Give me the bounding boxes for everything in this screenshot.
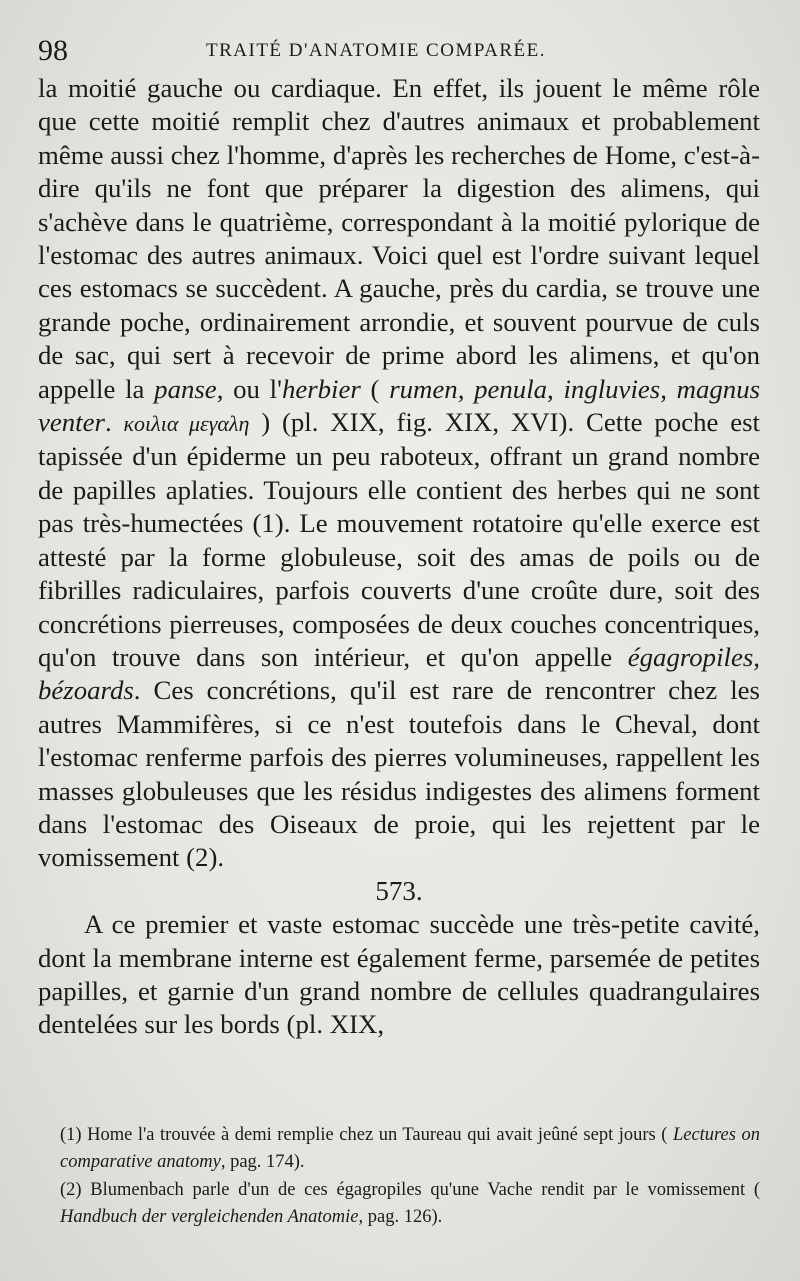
latin-terms: rumen, penula, ingluvies, magnus venter (38, 373, 761, 438)
paragraph-573: A ce premier et vaste estomac succède une très-petite cavité, dont la membrane interne est également ferme, parsemée de petites papilles, et garnie d'un grand nombre de cellules quadrangulaires dentelées sur les bords (pl. XIX, (38, 909, 760, 1040)
page-header (38, 28, 758, 68)
footnote-1 (60, 1122, 760, 1176)
text-run: ) (pl. XIX, fig. XIX, XVI). Cette poche est tapissée d'un épiderme un peu raboteux, offrant un grand nombre de papilles aplaties. Toujours elle contient des herbes qui ne sont pas très-humectées (1). Le mouvement rotatoire qu'elle exerce est attesté par la forme globuleuse, soit des amas de poils ou de fibrilles radiculaires, parfois couverts d'une croûte dure, soit des concrétions pierreuses, composées de deux couches concentriques, qu'on trouve dans son intérieur, et qu'on appelle (38, 407, 760, 672)
section-number: 573. (375, 875, 423, 906)
footnote-text: (1) Home l'a trouvée à demi remplie chez un Taureau qui avait jeûné sept jours ( (60, 1125, 673, 1145)
footnote-title: Handbuch der vergleichenden Anatomie (60, 1207, 359, 1227)
term-concretions: égagropiles, bézoards (38, 641, 760, 706)
page-number: 98 (38, 34, 68, 67)
footnote-end: , pag. 126). (358, 1207, 443, 1227)
footnotes (60, 1122, 760, 1232)
term-herbier: herbier (281, 373, 361, 404)
main-text (38, 72, 760, 1042)
running-title: TRAITÉ D'ANATOMIE COMPARÉE. (206, 40, 547, 61)
greek-term: κοιλια μεγαλη (123, 411, 250, 437)
text-run: ( (360, 373, 390, 404)
footnote-text: (2) Blumenbach parle d'un de ces égagropiles qu'une Vache rendit par le vomissement ( (60, 1180, 760, 1200)
text-run: . Ces concrétions, qu'il est rare de rencontrer chez les autres Mammifères, si ce n'est toutefois dans le Cheval, dont l'estomac renferme parfois des pierres volumineuses, rappellent les masses globuleuses que les résidus indigestes des alimens forment dans l'estomac des Oiseaux de proie, qui les rejettent par le vomissement (2). (38, 675, 760, 873)
footnote-2 (60, 1177, 760, 1231)
footnote-end: , pag. 174). (220, 1152, 305, 1172)
term-panse: panse (154, 373, 217, 404)
footnote-title: Lectures on comparative anatomy (60, 1125, 760, 1172)
text-run: la moitié gauche ou cardiaque. En effet, ils jouent le même rôle que cette moitié remplit chez d'autres animaux et probablement même aussi chez l'homme, d'après les recherches de Home, c'est-à-dire qu'ils ne font que préparer la digestion des alimens, qui s'achève dans le quatrième, correspondant à la moitié pylorique de l'estomac des autres animaux. Voici quel est l'ordre suivant lequel ces estomacs se succèdent. A gauche, près du cardia, se trouve une grande poche, ordinairement arrondie, et souvent pourvue de culs de sac, qui sert à recevoir de prime abord les alimens, et qu'on appelle la (38, 73, 760, 404)
text-run: , ou l' (216, 373, 282, 404)
text-run: . (104, 407, 124, 438)
paragraph-continued (38, 72, 760, 875)
